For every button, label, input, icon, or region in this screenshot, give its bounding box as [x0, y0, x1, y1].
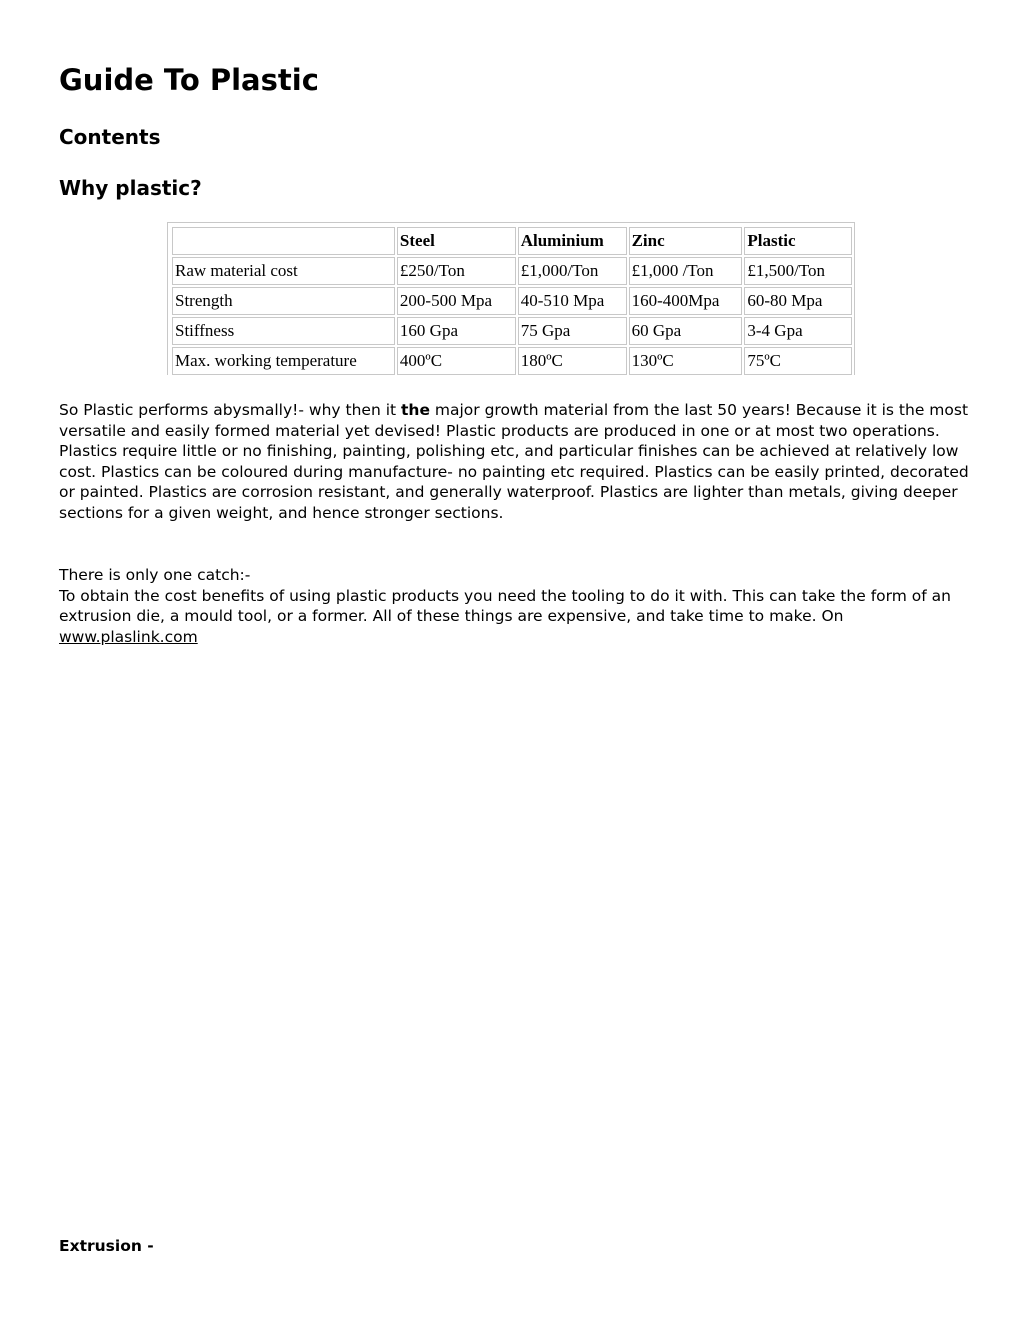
header-cell-plastic: Plastic	[744, 227, 852, 255]
table-cell: 75ºC	[744, 347, 852, 375]
table-cell: 160-400Mpa	[629, 287, 743, 315]
table-cell: 60 Gpa	[629, 317, 743, 345]
row-label-cell: Strength	[172, 287, 395, 315]
extrusion-heading: Extrusion -	[59, 1237, 154, 1255]
table-cell: 400ºC	[397, 347, 516, 375]
intro-text-start: So Plastic performs abysmally!- why then it	[59, 401, 401, 419]
table-row	[172, 317, 852, 345]
header-cell-zinc: Zinc	[629, 227, 743, 255]
comparison-table-frame	[167, 222, 855, 375]
table-row	[172, 287, 852, 315]
header-cell-steel: Steel	[397, 227, 516, 255]
table-cell: 180ºC	[518, 347, 627, 375]
document-title: Guide To Plastic	[59, 63, 319, 97]
table-cell: 3-4 Gpa	[744, 317, 852, 345]
table-cell: 60-80 Mpa	[744, 287, 852, 315]
table-row	[172, 347, 852, 375]
table-cell: 160 Gpa	[397, 317, 516, 345]
table-cell: 130ºC	[629, 347, 743, 375]
table-cell: £1,500/Ton	[744, 257, 852, 285]
intro-paragraph	[59, 400, 969, 523]
table-cell: 200-500 Mpa	[397, 287, 516, 315]
table-cell: £250/Ton	[397, 257, 516, 285]
header-cell-blank	[172, 227, 395, 255]
table-cell: 40-510 Mpa	[518, 287, 627, 315]
catch-line: There is only one catch:-	[59, 566, 251, 584]
table-header-row	[172, 227, 852, 255]
row-label-cell: Stiffness	[172, 317, 395, 345]
catch-body: To obtain the cost benefits of using plastic products you need the tooling to do it with. This can take the form of an extrusion die, a mould tool, or a former. All of these things are expensive, and take time to make. On	[59, 586, 951, 625]
table-row	[172, 257, 852, 285]
contents-heading: Contents	[59, 125, 161, 149]
why-plastic-heading: Why plastic?	[59, 176, 202, 200]
table-cell: £1,000/Ton	[518, 257, 627, 285]
row-label-cell: Max. working temperature	[172, 347, 395, 375]
header-cell-aluminium: Aluminium	[518, 227, 627, 255]
plaslink-link[interactable]: www.plaslink.com	[59, 627, 198, 646]
intro-bold-word: the	[401, 401, 430, 419]
intro-text-rest: major growth material from the last 50 years! Because it is the most versatile and easily formed material yet devised! Plastic products are produced in one or at most two operations. Plastics require little or no finishing, painting, polishing etc, and particular finishes can be achieved at relatively low cost. Plastics can be coloured during manufacture- no painting etc required. Plastics can be easily printed, decorated or painted. Plastics are corrosion resistant, and generally waterproof. Plastics are lighter than metals, giving deeper sections for a given weight, and hence stronger sections.	[59, 401, 969, 522]
material-comparison-table	[170, 225, 854, 377]
row-label-cell: Raw material cost	[172, 257, 395, 285]
catch-paragraph	[59, 565, 969, 647]
table-cell: 75 Gpa	[518, 317, 627, 345]
table-cell: £1,000 /Ton	[629, 257, 743, 285]
